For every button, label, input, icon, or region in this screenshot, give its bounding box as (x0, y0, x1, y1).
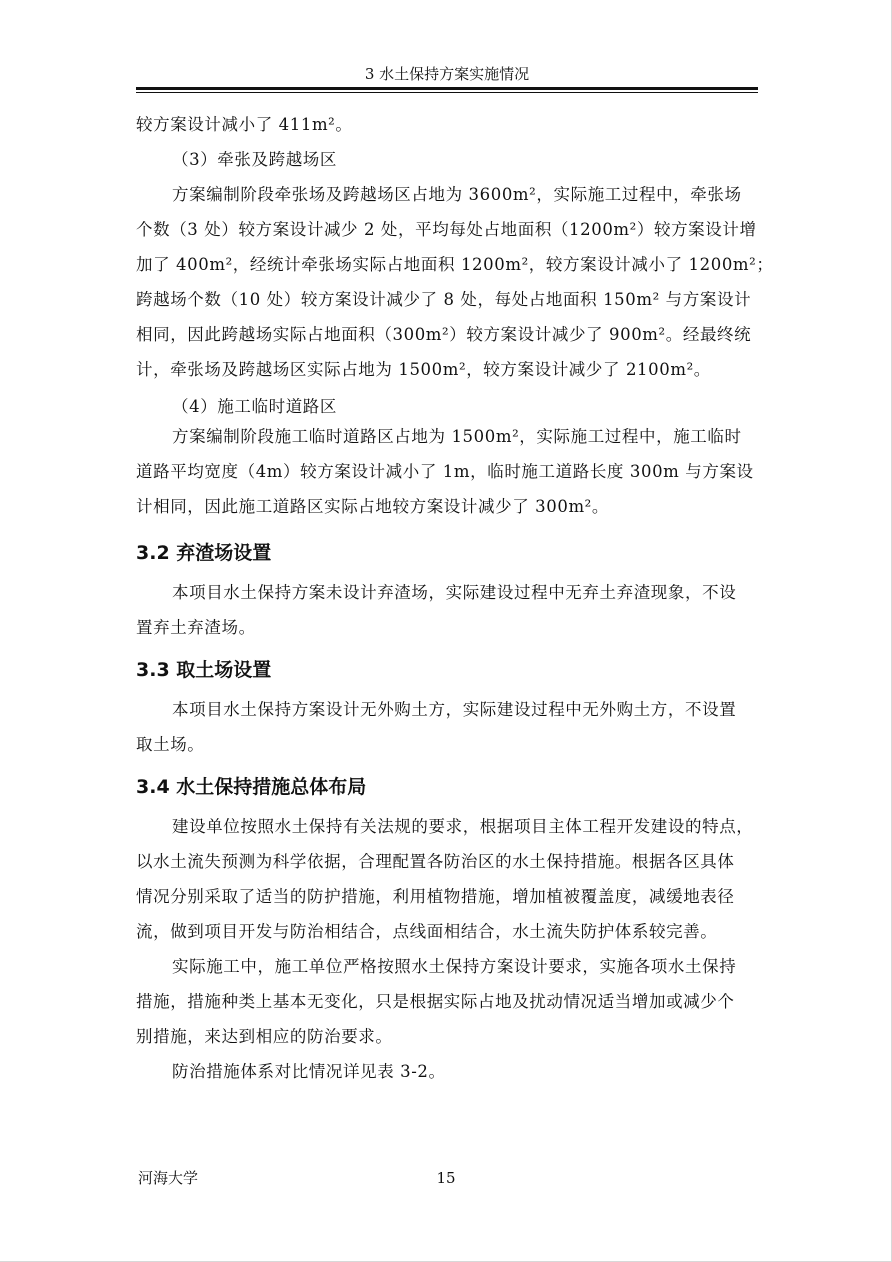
body-line: 方案编制阶段牵张场及跨越场区占地为 3600m²，实际施工过程中，牵张场 (172, 185, 742, 204)
body-line: 个数（3 处）较方案设计减少 2 处，平均每处占地面积（1200m²）较方案设计增 (136, 220, 757, 239)
body-line: 措施，措施种类上基本无变化，只是根据实际占地及扰动情况适当增加或减少个 (136, 992, 735, 1011)
page-number: 15 (436, 1169, 456, 1187)
section-heading-3-2: 3.2 弃渣场设置 (136, 542, 272, 564)
body-line: 计相同，因此施工道路区实际占地较方案设计减少了 300m²。 (136, 497, 609, 516)
section-heading-3-3: 3.3 取土场设置 (136, 659, 272, 681)
body-line: 以水土流失预测为科学依据，合理配置各防治区的水土保持措施。根据各区具体 (136, 852, 735, 871)
body-line: 取土场。 (136, 735, 205, 754)
body-line: 较方案设计减小了 411m²。 (136, 115, 353, 134)
body-line: 加了 400m²，经统计牵张场实际占地面积 1200m²，较方案设计减小了 1200m²； (136, 255, 774, 274)
body-line: 置弃土弃渣场。 (136, 618, 256, 637)
body-line: 跨越场个数（10 处）较方案设计减少了 8 处，每处占地面积 150m² 与方案设计 (136, 290, 752, 309)
body-line: 别措施，来达到相应的防治要求。 (136, 1027, 393, 1046)
body-line: 防治措施体系对比情况详见表 3-2。 (172, 1062, 446, 1081)
body-line: 本项目水土保持方案未设计弃渣场，实际建设过程中无弃土弃渣现象，不设 (172, 583, 737, 602)
body-line: 实际施工中，施工单位严格按照水土保持方案设计要求，实施各项水土保持 (172, 957, 737, 976)
body-line: 建设单位按照水土保持有关法规的要求，根据项目主体工程开发建设的特点， (172, 817, 754, 836)
body-line: 计，牵张场及跨越场区实际占地为 1500m²，较方案设计减少了 2100m²。 (136, 360, 711, 379)
body-line: 相同，因此跨越场实际占地面积（300m²）较方案设计减少了 900m²。经最终统 (136, 325, 752, 344)
body-line: 方案编制阶段施工临时道路区占地为 1500m²，实际施工过程中，施工临时 (172, 427, 742, 446)
body-line: 情况分别采取了适当的防护措施，利用植物措施，增加植被覆盖度，减缓地表径 (136, 887, 735, 906)
subsection-heading: （4）施工临时道路区 (172, 397, 337, 416)
subsection-heading: （3）牵张及跨越场区 (172, 150, 337, 169)
running-header: 3 水土保持方案实施情况 (364, 65, 530, 83)
footer-institution: 河海大学 (138, 1169, 199, 1187)
body-line: 道路平均宽度（4m）较方案设计减小了 1m，临时施工道路长度 300m 与方案设 (136, 462, 754, 481)
header-rule (136, 87, 758, 90)
body-line: 流，做到项目开发与防治相结合，点线面相结合，水土流失防护体系较完善。 (136, 922, 718, 941)
body-line: 本项目水土保持方案设计无外购土方，实际建设过程中无外购土方，不设置 (172, 700, 737, 719)
section-heading-3-4: 3.4 水土保持措施总体布局 (136, 776, 367, 798)
header-rule-thin (136, 92, 758, 93)
